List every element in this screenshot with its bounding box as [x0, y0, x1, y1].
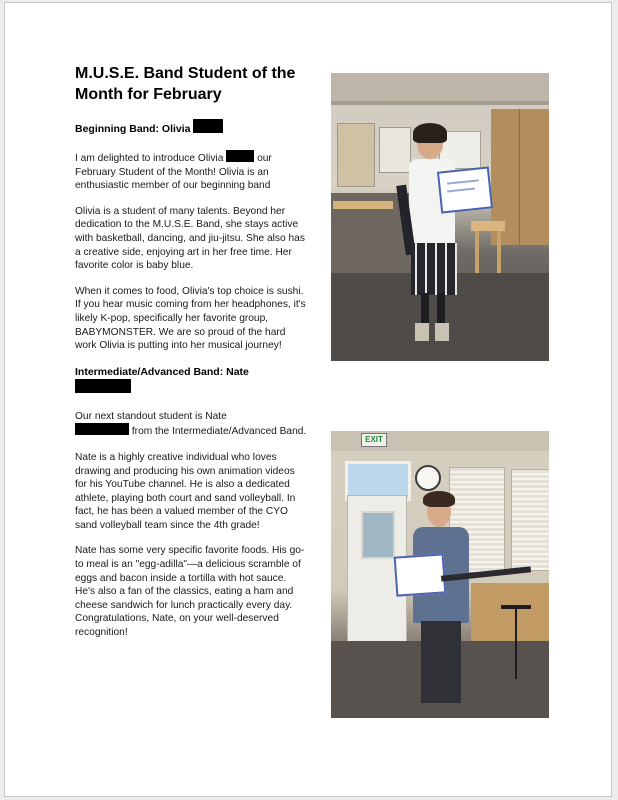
window-blinds: [511, 469, 549, 571]
wall-clock: [415, 465, 441, 491]
desk-top: [333, 201, 393, 209]
student-hair: [413, 123, 447, 143]
plaid-skirt: [411, 243, 457, 295]
intro-text-start: I am delighted to introduce Olivia: [75, 153, 224, 164]
section-heading-intermediate-band: [75, 365, 307, 396]
ceiling: [331, 73, 549, 103]
redacted-surname: [226, 150, 254, 162]
intro-text-start: Our next standout student is Nate: [75, 410, 227, 422]
nate-intro-paragraph: [75, 410, 307, 439]
olivia-food-music-paragraph: When it comes to food, Olivia's top choice is sushi. If you hear music coming from her headphones, it's likely K-pop, specifically her favorite group, BABYMONSTER. We are so proud of the hard work Olivia is putting into her musical journey!: [75, 285, 306, 352]
bulletin-board: [337, 123, 375, 187]
leg: [421, 293, 429, 323]
intro-text-end: from the Intermediate/Advanced Band.: [131, 426, 307, 438]
certificate: [394, 553, 447, 596]
newsletter-page: [4, 2, 612, 797]
door-window: [361, 511, 395, 559]
nate-hobbies-paragraph: Nate is a highly creative individual who loves drawing and producing his own animation videos for his YouTube channel. He is also a dedicated athlete, playing both court and sand volleyball. In fact, he has been a valued member of the CYO sand volleyball team since the 4th grade!: [75, 451, 296, 531]
photo-olivia-certificate: [331, 73, 549, 361]
nate-food-paragraph: Nate has some very specific favorite foods. His go-to meal is an "egg-adilla"—a delicious scramble of eggs and bacon inside a tortilla with hot sauce. He's also a fan of the classics, eating a ham and cheese sandwich for lunch practically every day. Congratulations, Nate, on your well-deserved recognition!: [75, 545, 305, 639]
shoe: [415, 323, 429, 341]
redacted-surname: [75, 379, 131, 393]
intro-text-end: our February Student of the Month! Olivia is an enthusiastic member of our beginning band: [75, 153, 272, 192]
leg: [437, 293, 445, 323]
heading-text: Intermediate/Advanced Band: Nate: [75, 365, 249, 378]
poster: [379, 127, 411, 173]
cabinet-seam: [519, 109, 520, 245]
table-top: [471, 221, 505, 231]
article-column: [75, 63, 307, 652]
newsletter-title: M.U.S.E. Band Student of the Month for February: [75, 65, 296, 103]
redacted-surname: [75, 423, 129, 435]
shoe: [435, 323, 449, 341]
student-hair: [423, 491, 455, 507]
section-heading-beginning-band: [75, 119, 307, 136]
photo-nate-certificate: [331, 431, 549, 718]
exit-sign: EXIT: [361, 433, 387, 447]
redacted-surname: [193, 119, 223, 133]
heading-text: Beginning Band: Olivia: [75, 123, 191, 135]
wooden-counter: [471, 583, 549, 641]
olivia-talents-paragraph: Olivia is a student of many talents. Beyond her dedication to the M.U.S.E. Band, she stays active with basketball, dancing, and jiu-jitsu. She also has a creative side, enjoying art in her free time. Her favorite color is baby blue.: [75, 205, 305, 272]
ceiling-edge: [331, 101, 549, 105]
olivia-intro-paragraph: [75, 150, 307, 193]
pants: [421, 621, 461, 703]
music-stand-pole: [515, 609, 517, 679]
